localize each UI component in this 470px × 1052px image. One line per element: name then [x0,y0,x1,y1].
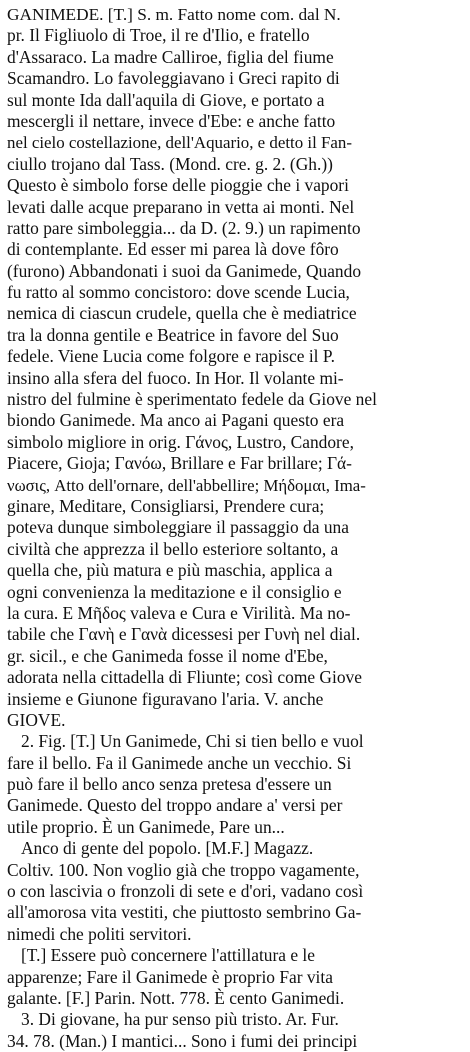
text-line: mescergli il nettare, invece d'Ebe: e anche fatto [7,110,336,131]
text-line: utile proprio. È un Ganimede, Pare un... [7,816,285,837]
text-line: apparenze; Fare il Ganimede è proprio Far vita [7,966,333,987]
text-line: quella che, più matura e più maschia, applica a [7,560,333,581]
text-line: tabile che Γανὴ e Γανὰ dicessesi per Γυνὴ nel dial. [7,624,361,645]
text-line: 3. Di giovane, ha pur senso più tristo. Ar. Fur. [21,1009,339,1030]
text-line: o con lascivia o fronzoli di sete e d'ori, vadano così [7,881,364,902]
text-line: simbolo migliore in orig. Γάνος, Lustro, Candore, [7,431,354,452]
text-line: di contemplante. Ed esser mi parea là dove fôro [7,239,339,260]
text-line: νωσις, Atto dell'ornare, dell'abbellire; Μήδομαι, Ima- [7,475,366,495]
text-line: Ganimede. Questo del troppo andare a' versi per [7,795,343,816]
text-line: può fare il bello anco senza pretesa d'essere un [7,774,332,795]
text-line: fare il bello. Fa il Ganimede anche un vecchio. Si [7,752,352,773]
text-line: civiltà che apprezza il bello esteriore soltanto, a [7,538,339,559]
text-line: Scamandro. Lo favoleggiavano i Greci rapito di [7,68,340,89]
text-line: pr. Il Figliuolo di Troe, il re d'Ilio, e fratello [7,25,310,46]
text-line: Piacere, Gioja; Γανόω, Brillare e Far brillare; Γά- [7,453,352,474]
text-line: 2. Fig. [T.] Un Ganimede, Chi si tien bello e vuol [21,731,364,752]
text-line: GIOVE. [7,709,66,730]
text-line: sul monte Ida dall'aquila di Giove, e portato a [7,89,325,110]
text-line: gr. sicil., e che Ganimeda fosse il nome d'Ebe, [7,645,328,666]
text-line: poteva dunque simboleggiare il passaggio da una [7,517,349,538]
text-line: nel cielo costellazione, dell'Aquario, e detto il Fan- [7,133,352,153]
text-line: Coltiv. 100. Non voglio già che troppo vagamente, [7,859,360,880]
text-line: d'Assaraco. La madre Calliroe, figlia del fiume [7,46,334,67]
text-line: fedele. Viene Lucia come folgore e rapisce il P. [7,346,335,367]
text-line: fu ratto al sommo concistoro: dove scende Lucia, [7,282,350,303]
text-line: 34. 78. (Man.) I mantici... Sono i fumi dei principi [7,1030,358,1051]
text-line: GANIMEDE. [T.] S. m. Fatto nome com. dal N. [7,5,341,24]
text-line: nemica di ciascun crudele, quella che è mediatrice [7,303,357,324]
text-line: adorata nella cittadella di Fliunte; così come Giove [7,667,362,688]
text-line: (furono) Abbandonati i suoi da Ganimede, Quando [7,260,362,281]
text-line: insieme e Giunone figuravano l'aria. V. anche [7,688,324,709]
text-line: ciullo trojano dal Tass. (Mond. cre. g. 2. (Gh.)) [7,153,333,174]
text-line: [T.] Essere può concernere l'attillatura e le [21,945,315,966]
text-line: ginare, Meditare, Consigliarsi, Prendere cura; [7,495,325,516]
text-line: galante. [F.] Parin. Nott. 778. È cento Ganimedi. [7,987,345,1008]
text-line: tra la donna gentile e Beatrice in favore del Suo [7,324,339,345]
text-line: ratto pare simboleggia... da D. (2. 9.) un rapimento [7,217,361,238]
text-line: all'amorosa vita vestiti, che piuttosto sembrino Ga- [7,902,362,923]
text-line: Questo è simbolo forse delle pioggie che i vapori [7,175,349,196]
text-line: biondo Ganimede. Ma anco ai Pagani questo era [7,410,345,431]
text-line: la cura. E Μῆδος valeva e Cura e Virilità. Ma no- [7,602,351,623]
text-line: insino alla sfera del fuoco. In Hor. Il volante mi- [7,367,344,388]
text-line: nistro del fulmine è sperimentato fedele da Giove nel [7,389,377,410]
text-line: nimedi che politi servitori. [7,923,192,944]
text-line: ogni convenienza la meditazione e il consiglio e [7,581,342,602]
text-line: Anco di gente del popolo. [M.F.] Magazz. [21,838,314,859]
text-line: levati dalle acque preparano in vetta ai monti. Nel [7,196,355,217]
